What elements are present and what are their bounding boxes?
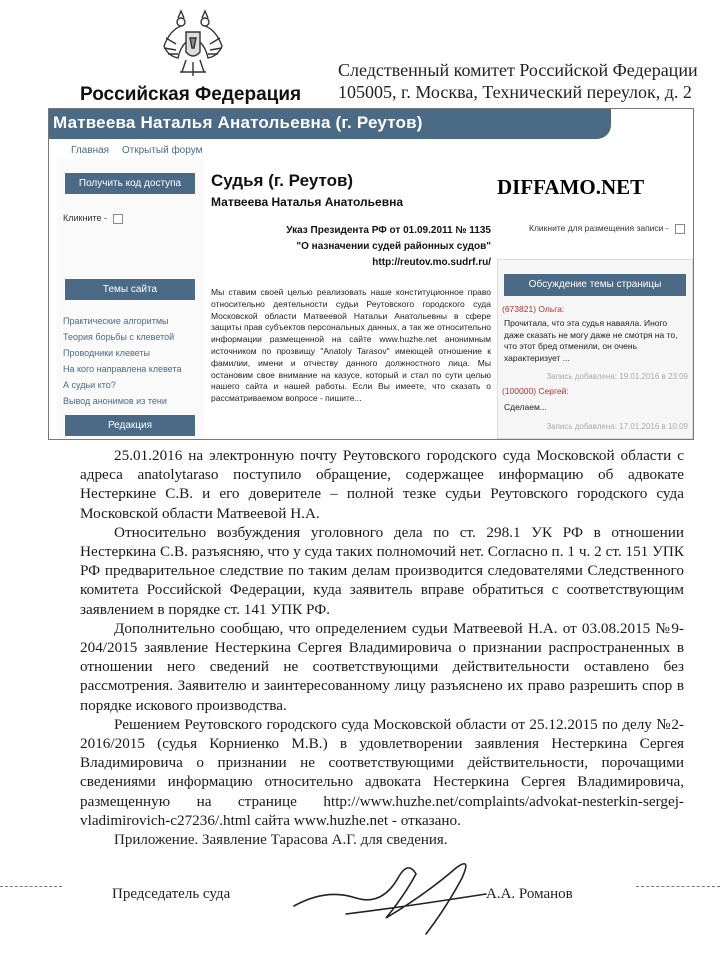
decree-line: Указ Президента РФ от 01.09.2011 № 1135	[286, 225, 491, 236]
country-title: Российская Федерация	[80, 84, 302, 105]
site-title-bar	[49, 109, 611, 139]
comment-text: Сделаем...	[504, 402, 547, 412]
judge-heading: Судья (г. Реутов)	[211, 171, 354, 190]
sidebar-link-judges[interactable]: А судьи кто?	[63, 380, 116, 390]
post-checkbox[interactable]	[675, 224, 685, 234]
site-main-content	[209, 159, 497, 439]
nav-item-home[interactable]: Главная	[71, 145, 110, 156]
signer-position: Председатель суда	[112, 886, 231, 902]
post-note-label: Кликните для размещения записи -	[529, 223, 669, 233]
organization-name: Следственный комитет Российской Федерации	[338, 60, 698, 80]
site-intro-text: Мы ставим своей целью реализовать наше конституционное право относительно деятельности судьи Реутовского городского суда Московской области Матвеевой Натальи Анатольевны в сфере защиты прав субъектов персональных данных, а так же относительно информации размещенной на сайте www.huzhe.net анонимным источником по прозвищу "Anatoly Tarasov" имеющей отношение к фамилии, имени и отчеству данного должностного лица. Мы остановим свое внимание на казусе, который и стал по сути целью нашего сайта и нашей работы. Если Вы имеете, что сказать о рассматриваемом вопросе - пишите...	[211, 287, 491, 404]
themes-button[interactable]: Темы сайта	[65, 279, 195, 300]
divider-left	[0, 886, 62, 888]
nav-item-forum[interactable]: Открытый форум	[121, 145, 203, 156]
site-logo: DIFFAMO.NET	[497, 175, 645, 199]
coat-of-arms-emblem	[158, 8, 228, 80]
comment-author: (100000) Сергей:	[502, 386, 569, 396]
decree-url-link[interactable]: http://reutov.mo.sudrf.ru/	[372, 257, 491, 268]
letter-paragraph: Относительно возбуждения уголовного дела по ст. 298.1 УК РФ в отношении Нестеркина С.В. разъясняю, что у суда таких полномочий нет. Согласно п. 1 ч. 2 ст. 151 УПК РФ предварительное следствие по таким делам производится следователями Следственного комитета Российской Федерации, куда заявитель вправе обратиться с соответствующим заявлением в порядке ст. 141 УПК РФ.	[80, 523, 684, 618]
sidebar-link-algorithms[interactable]: Практические алгоритмы	[63, 316, 169, 326]
judge-name: Матвеева Наталья Анатольевна	[211, 195, 404, 209]
click-label: Кликните -	[63, 213, 107, 223]
discussion-header[interactable]: Обсуждение темы страницы	[504, 274, 686, 296]
sidebar-link-anonymous[interactable]: Вывод анонимов из тени	[63, 396, 167, 406]
sidebar-link-theory[interactable]: Теория борьбы с клеветой	[63, 332, 175, 342]
post-note-row	[529, 223, 685, 234]
sidebar-link-conductors[interactable]: Проводники клеветы	[63, 348, 150, 358]
site-sidebar	[57, 159, 205, 439]
letter-paragraph: 25.01.2016 на электронную почту Реутовского городского суда Московской области с адреса anatolytaraso поступило обращение, содержащее информацию об адвокате Нестеркине С.В. и его доверителе – полной тезке судьи Реутовского городского суда Московской области Матвеевой Н.А.	[80, 447, 684, 522]
site-nav	[71, 145, 212, 156]
attachment-note: Приложение. Заявление Тарасова А.Г. для сведения.	[114, 832, 448, 848]
access-code-button[interactable]: Получить код доступа	[65, 173, 195, 194]
comment-date: Запись добавлена: 19.01.2016 в 23:09	[546, 372, 688, 381]
letter-paragraph: Решением Реутовского городского суда Московской области от 25.12.2015 по делу №2-2016/2015 (судья Корниенко М.В.) в удовлетворении заявления Нестеркина Сергея Владимировича о признании не соответствующими действительности, порочащими сведениями информацию относительно адвоката Нестеркина Сергея Владимировича, размещенную на странице http://www.huzhe.net/complaints/advokat-nesterkin-sergej-vladimirovich-c27236/.html сайта www.huzhe.net - отказано.	[80, 715, 684, 829]
letter-body	[80, 446, 684, 830]
letter-paragraph: Дополнительно сообщаю, что определением судьи Матвеевой Н.А. от 03.08.2015 №9-204/2015 заявление Нестеркина Сергея Владимировича о признании распространенных в отношении него сведений не соответствующими действительности оставлено без рассмотрения. Заявителю и заинтересованному лицу разъяснено их право разрешить спор в порядке искового производства.	[80, 619, 684, 714]
site-title: Матвеева Наталья Анатольевна (г. Реутов)	[53, 113, 423, 132]
organization-address: 105005, г. Москва, Технический переулок, д. 2	[338, 82, 692, 102]
sidebar-link-targets[interactable]: На кого направлена клевета	[63, 364, 182, 374]
editorial-button[interactable]: Редакция	[65, 415, 195, 436]
click-checkbox[interactable]	[113, 214, 123, 224]
comment-text: Прочитала, что эта судья наваяла. Иного даже сказать не могу даже не смотря на то, что этот бред отменили, он очень характеризует ...	[504, 318, 678, 363]
divider-right	[636, 886, 720, 888]
embedded-website-screenshot	[48, 108, 694, 440]
comment-author: (673821) Ольга:	[502, 304, 565, 314]
signer-name: А.А. Романов	[486, 886, 573, 902]
handwritten-signature	[286, 848, 496, 940]
comment-date: Запись добавлена: 17.01.2016 в 10:09	[546, 422, 688, 431]
discussion-panel	[497, 259, 693, 439]
decree-title: "О назначении судей районных судов"	[296, 241, 491, 252]
click-row	[63, 213, 123, 224]
